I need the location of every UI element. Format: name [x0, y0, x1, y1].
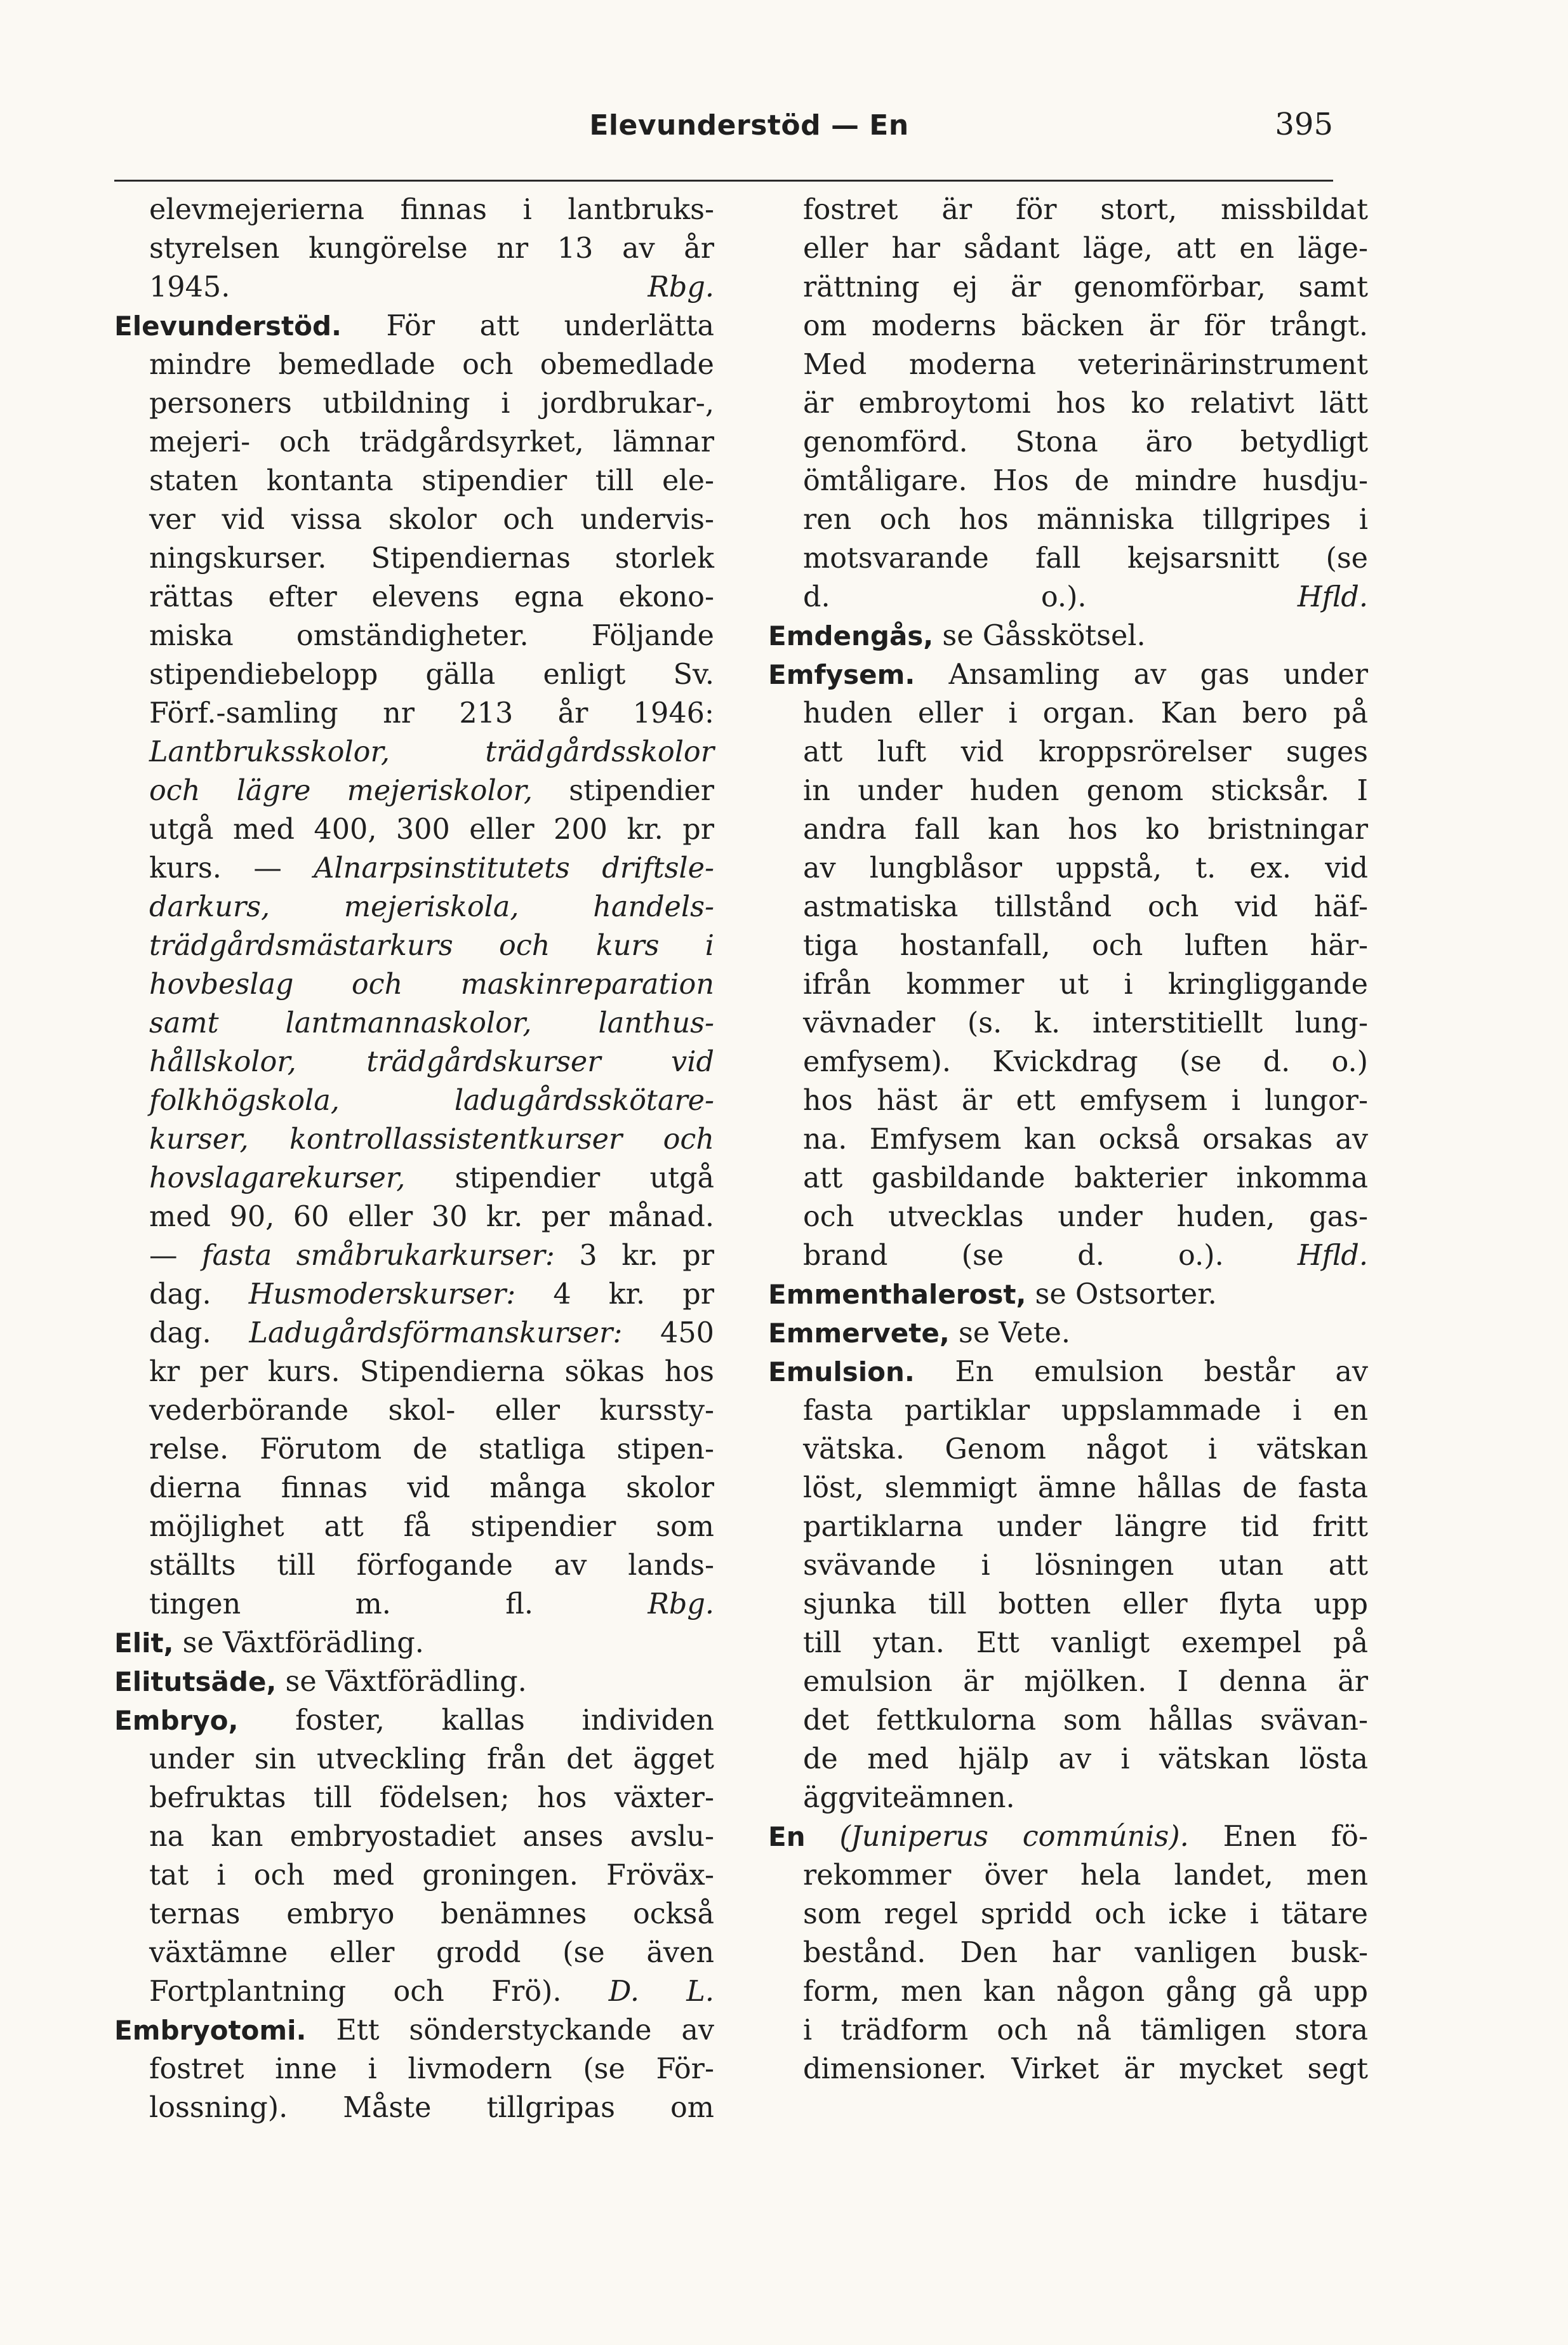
text-line: vederbörande skol- eller kurssty- [149, 1394, 714, 1427]
text-line: är embroytomi hos ko relativt lätt [803, 387, 1368, 420]
text-line: under sin utveckling från det ägget [149, 1743, 714, 1775]
text-line: samt lantmannaskolor, lanthus- [149, 1007, 714, 1039]
text-line: dag. Ladugårdsförmanskurser: 450 [149, 1317, 714, 1349]
text-line: eller har sådant läge, att en läge- [803, 232, 1368, 265]
entry-headword-line: Elit, se Växtförädling. [114, 1627, 424, 1659]
text-line: Med moderna veterinärinstrument [803, 349, 1368, 381]
text-line: äggviteämnen. [803, 1782, 1015, 1814]
text-line: trädgårdsmästarkurs och kurs i [149, 930, 714, 962]
text-line: ställts till förfogande av lands- [149, 1549, 714, 1582]
text-line: och lägre mejeriskolor, stipendier [149, 775, 715, 807]
text-line: ternas embryo benämnes också [149, 1898, 714, 1930]
text-line: det fettkulorna som hållas svävan- [803, 1704, 1368, 1737]
text-line: hovbeslag och maskinreparation [149, 968, 714, 1001]
text-line: darkurs, mejeriskola, handels- [149, 891, 714, 923]
text-line: fostret är för stort, missbildat [803, 194, 1368, 226]
text-line: vävnader (s. k. interstitiellt lung- [803, 1007, 1368, 1039]
text-line: som regel spridd och icke i tätare [803, 1898, 1368, 1930]
text-line: stipendiebelopp gälla enligt Sv. [149, 658, 714, 691]
running-header: Elevunderstöd — En [589, 109, 909, 142]
text-line: tiga hostanfall, och luften här- [803, 930, 1368, 962]
text-line: av lungblåsor uppstå, t. ex. vid [803, 852, 1368, 885]
text-line: att gasbildande bakterier inkomma [803, 1162, 1368, 1194]
text-line: utgå med 400, 300 eller 200 kr. pr [149, 813, 714, 846]
text-line: i trädform och nå tämligen stora [803, 2014, 1368, 2047]
text-line: möjlighet att få stipendier som [149, 1511, 714, 1543]
text-line: vätska. Genom något i vätskan [803, 1433, 1368, 1466]
entry-headword-line: Embryotomi. Ett sönderstyckande av [114, 2014, 714, 2047]
text-line: dierna finnas vid många skolor [149, 1472, 714, 1504]
text-line: d. o.). Hfld. [803, 581, 1368, 613]
text-line: personers utbildning i jordbrukar-, [149, 387, 714, 420]
text-line: hos häst är ett emfysem i lungor- [803, 1085, 1368, 1117]
text-line: elevmejerierna finnas i lantbruks- [149, 194, 714, 226]
text-line: genomförd. Stona äro betydligt [803, 426, 1368, 458]
text-line: in under huden genom sticksår. I [803, 775, 1368, 807]
text-line: Lantbruksskolor, trädgårdsskolor [149, 736, 714, 768]
text-line: emulsion är mjölken. I denna är [803, 1666, 1368, 1698]
text-line: — fasta småbrukarkurser: 3 kr. pr [149, 1239, 715, 1272]
text-line: andra fall kan hos ko bristningar [803, 813, 1368, 846]
page-number: 395 [1275, 107, 1333, 142]
text-line: folkhögskola, ladugårdsskötare- [149, 1085, 714, 1117]
entry-headword-line: Elitutsäde, se Växtförädling. [114, 1666, 527, 1698]
text-line: relse. Förutom de statliga stipen- [149, 1433, 714, 1466]
text-line: miska omständigheter. Följande [149, 620, 714, 652]
text-line: kurser, kontrollassistentkurser och [149, 1123, 714, 1156]
text-line: astmatiska tillstånd och vid häf- [803, 891, 1368, 923]
right-column [768, 190, 1368, 2088]
text-line: med 90, 60 eller 30 kr. per månad. [149, 1201, 714, 1233]
text-line: form, men kan någon gång gå upp [803, 1975, 1368, 2008]
text-line: partiklarna under längre tid fritt [803, 1511, 1368, 1543]
entry-headword-line: Emmenthalerost, se Ostsorter. [768, 1278, 1217, 1311]
text-line: ren och hos människa tillgripes i [803, 504, 1368, 536]
text-line: de med hjälp av i vätskan lösta [803, 1743, 1368, 1775]
text-line: Fortplantning och Frö). D. L. [149, 1975, 714, 2008]
text-line: rättning ej är genomförbar, samt [803, 271, 1368, 304]
text-line: svävande i lösningen utan att [803, 1549, 1368, 1582]
text-line: växtämne eller grodd (se även [149, 1937, 714, 1969]
text-line: hållskolor, trädgårdskurser vid [149, 1046, 714, 1078]
text-line: rekommer över hela landet, men [803, 1859, 1368, 1892]
text-line: na kan embryostadiet anses avslu- [149, 1821, 714, 1853]
text-line: till ytan. Ett vanligt exempel på [803, 1627, 1368, 1659]
text-line: ömtåligare. Hos de mindre husdju- [803, 465, 1368, 497]
entry-headword-line: Emdengås, se Gåsskötsel. [768, 620, 1146, 652]
text-line: att luft vid kroppsrörelser suges [803, 736, 1368, 768]
text-line: staten kontanta stipendier till ele- [149, 465, 714, 497]
text-line: ver vid vissa skolor och undervis- [149, 504, 714, 536]
text-line: befruktas till födelsen; hos växter- [149, 1782, 714, 1814]
text-line: ifrån kommer ut i kringliggande [803, 968, 1368, 1001]
text-line: dimensioner. Virket är mycket segt [803, 2053, 1368, 2085]
text-line: sjunka till botten eller flyta upp [803, 1588, 1368, 1620]
text-line: brand (se d. o.). Hfld. [803, 1239, 1368, 1272]
text-line: lossning). Måste tillgripas om [149, 2092, 714, 2124]
text-line: mindre bemedlade och obemedlade [149, 349, 714, 381]
left-column [114, 190, 714, 2127]
text-line: tat i och med groningen. Fröväx- [149, 1859, 714, 1892]
text-line: ningskurser. Stipendiernas storlek [149, 542, 714, 575]
text-line: kurs. — Alnarpsinstitutets driftsle- [149, 852, 715, 885]
text-line: na. Emfysem kan också orsakas av [803, 1123, 1368, 1156]
entry-headword-line: Embryo, foster, kallas individen [114, 1704, 714, 1737]
text-line: fasta partiklar uppslammade i en [803, 1394, 1368, 1427]
entry-headword-line: Elevunderstöd. För att underlätta [114, 310, 714, 342]
text-line: fostret inne i livmodern (se För- [149, 2053, 714, 2085]
text-line: tingen m. fl. Rbg. [149, 1588, 714, 1620]
text-line: löst, slemmigt ämne hållas de fasta [803, 1472, 1368, 1504]
text-line: mejeri- och trädgårdsyrket, lämnar [149, 426, 714, 458]
text-line: bestånd. Den har vanligen busk- [803, 1937, 1368, 1969]
entry-headword-line: Emmervete, se Vete. [768, 1317, 1071, 1349]
text-line: om moderns bäcken är för trångt. [803, 310, 1368, 342]
text-line: kr per kurs. Stipendierna sökas hos [149, 1356, 714, 1388]
text-line: motsvarande fall kejsarsnitt (se [803, 542, 1368, 575]
text-line: Förf.-samling nr 213 år 1946: [149, 697, 714, 730]
text-line: rättas efter elevens egna ekono- [149, 581, 714, 613]
text-line: huden eller i organ. Kan bero på [803, 697, 1368, 730]
text-line: och utvecklas under huden, gas- [803, 1201, 1368, 1233]
entry-headword-line: En (Juniperus commúnis). Enen fö- [768, 1821, 1368, 1853]
text-line: 1945. Rbg. [149, 271, 714, 304]
text-line: emfysem). Kvickdrag (se d. o.) [803, 1046, 1368, 1078]
text-line: styrelsen kungörelse nr 13 av år [149, 232, 714, 265]
text-line: hovslagarekurser, stipendier utgå [149, 1162, 714, 1194]
entry-headword-line: Emulsion. En emulsion består av [768, 1356, 1368, 1388]
text-line: dag. Husmoderskurser: 4 kr. pr [149, 1278, 715, 1311]
entry-headword-line: Emfysem. Ansamling av gas under [768, 658, 1368, 691]
header-rule [114, 180, 1333, 182]
